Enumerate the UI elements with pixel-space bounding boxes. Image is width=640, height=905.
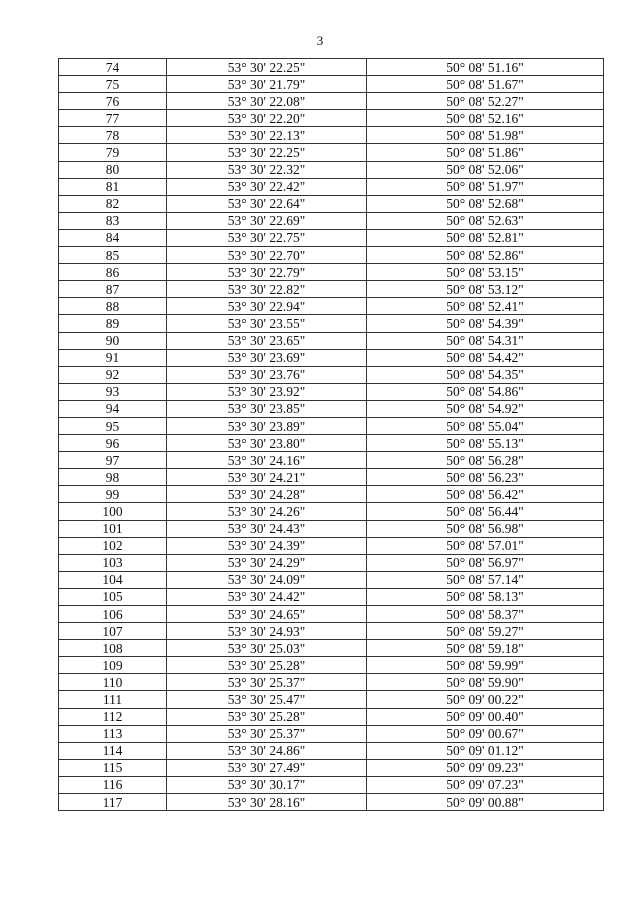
table-row bbox=[59, 606, 604, 623]
point-number-cell: 104 bbox=[59, 571, 167, 588]
latitude-cell: 53° 30' 24.09" bbox=[167, 571, 367, 588]
point-number-cell: 94 bbox=[59, 400, 167, 417]
point-number-cell: 115 bbox=[59, 759, 167, 776]
point-number-cell: 92 bbox=[59, 366, 167, 383]
longitude-cell: 50° 08' 56.23" bbox=[367, 469, 604, 486]
table-row bbox=[59, 366, 604, 383]
point-number-cell: 106 bbox=[59, 606, 167, 623]
point-number-cell: 93 bbox=[59, 383, 167, 400]
longitude-cell: 50° 08' 51.16" bbox=[367, 59, 604, 76]
longitude-cell: 50° 08' 54.42" bbox=[367, 349, 604, 366]
point-number-cell: 81 bbox=[59, 178, 167, 195]
table-row bbox=[59, 657, 604, 674]
latitude-cell: 53° 30' 23.92" bbox=[167, 383, 367, 400]
point-number-cell: 108 bbox=[59, 640, 167, 657]
table-row bbox=[59, 623, 604, 640]
point-number-cell: 75 bbox=[59, 76, 167, 93]
latitude-cell: 53° 30' 22.25" bbox=[167, 144, 367, 161]
table-row bbox=[59, 110, 604, 127]
latitude-cell: 53° 30' 23.76" bbox=[167, 366, 367, 383]
longitude-cell: 50° 08' 57.01" bbox=[367, 537, 604, 554]
latitude-cell: 53° 30' 23.65" bbox=[167, 332, 367, 349]
table-row bbox=[59, 400, 604, 417]
table-row bbox=[59, 776, 604, 793]
point-number-cell: 98 bbox=[59, 469, 167, 486]
page-number: 3 bbox=[316, 33, 324, 48]
latitude-cell: 53° 30' 28.16" bbox=[167, 794, 367, 811]
latitude-cell: 53° 30' 24.65" bbox=[167, 606, 367, 623]
longitude-cell: 50° 08' 54.31" bbox=[367, 332, 604, 349]
longitude-cell: 50° 08' 52.27" bbox=[367, 93, 604, 110]
latitude-cell: 53° 30' 24.93" bbox=[167, 623, 367, 640]
longitude-cell: 50° 08' 51.98" bbox=[367, 127, 604, 144]
longitude-cell: 50° 08' 56.44" bbox=[367, 503, 604, 520]
latitude-cell: 53° 30' 25.47" bbox=[167, 691, 367, 708]
point-number-cell: 76 bbox=[59, 93, 167, 110]
longitude-cell: 50° 09' 00.40" bbox=[367, 708, 604, 725]
longitude-cell: 50° 08' 53.15" bbox=[367, 264, 604, 281]
longitude-cell: 50° 09' 07.23" bbox=[367, 776, 604, 793]
table-row bbox=[59, 554, 604, 571]
point-number-cell: 105 bbox=[59, 588, 167, 605]
table-row bbox=[59, 281, 604, 298]
latitude-cell: 53° 30' 22.42" bbox=[167, 178, 367, 195]
table-row bbox=[59, 229, 604, 246]
latitude-cell: 53° 30' 24.16" bbox=[167, 452, 367, 469]
point-number-cell: 103 bbox=[59, 554, 167, 571]
table-row bbox=[59, 759, 604, 776]
point-number-cell: 99 bbox=[59, 486, 167, 503]
table-row bbox=[59, 794, 604, 811]
latitude-cell: 53° 30' 23.55" bbox=[167, 315, 367, 332]
point-number-cell: 112 bbox=[59, 708, 167, 725]
latitude-cell: 53° 30' 27.49" bbox=[167, 759, 367, 776]
table-row bbox=[59, 349, 604, 366]
latitude-cell: 53° 30' 23.85" bbox=[167, 400, 367, 417]
point-number-cell: 82 bbox=[59, 195, 167, 212]
latitude-cell: 53° 30' 23.89" bbox=[167, 417, 367, 434]
longitude-cell: 50° 08' 52.63" bbox=[367, 212, 604, 229]
latitude-cell: 53° 30' 24.43" bbox=[167, 520, 367, 537]
point-number-cell: 116 bbox=[59, 776, 167, 793]
table-row bbox=[59, 161, 604, 178]
point-number-cell: 88 bbox=[59, 298, 167, 315]
longitude-cell: 50° 08' 57.14" bbox=[367, 571, 604, 588]
point-number-cell: 102 bbox=[59, 537, 167, 554]
longitude-cell: 50° 08' 52.86" bbox=[367, 247, 604, 264]
point-number-cell: 87 bbox=[59, 281, 167, 298]
longitude-cell: 50° 08' 52.16" bbox=[367, 110, 604, 127]
latitude-cell: 53° 30' 22.08" bbox=[167, 93, 367, 110]
longitude-cell: 50° 08' 58.37" bbox=[367, 606, 604, 623]
latitude-cell: 53° 30' 22.32" bbox=[167, 161, 367, 178]
latitude-cell: 53° 30' 22.69" bbox=[167, 212, 367, 229]
latitude-cell: 53° 30' 22.82" bbox=[167, 281, 367, 298]
longitude-cell: 50° 08' 59.27" bbox=[367, 623, 604, 640]
longitude-cell: 50° 08' 52.41" bbox=[367, 298, 604, 315]
longitude-cell: 50° 08' 54.86" bbox=[367, 383, 604, 400]
longitude-cell: 50° 08' 59.99" bbox=[367, 657, 604, 674]
table-row bbox=[59, 708, 604, 725]
latitude-cell: 53° 30' 25.28" bbox=[167, 708, 367, 725]
table-row bbox=[59, 452, 604, 469]
latitude-cell: 53° 30' 25.28" bbox=[167, 657, 367, 674]
point-number-cell: 78 bbox=[59, 127, 167, 144]
latitude-cell: 53° 30' 24.21" bbox=[167, 469, 367, 486]
longitude-cell: 50° 08' 54.35" bbox=[367, 366, 604, 383]
longitude-cell: 50° 08' 51.86" bbox=[367, 144, 604, 161]
point-number-cell: 110 bbox=[59, 674, 167, 691]
point-number-cell: 74 bbox=[59, 59, 167, 76]
latitude-cell: 53° 30' 22.20" bbox=[167, 110, 367, 127]
latitude-cell: 53° 30' 23.80" bbox=[167, 435, 367, 452]
longitude-cell: 50° 08' 56.97" bbox=[367, 554, 604, 571]
coordinates-table bbox=[58, 58, 604, 811]
point-number-cell: 113 bbox=[59, 725, 167, 742]
table-row bbox=[59, 640, 604, 657]
longitude-cell: 50° 08' 51.97" bbox=[367, 178, 604, 195]
table-row bbox=[59, 588, 604, 605]
longitude-cell: 50° 08' 55.13" bbox=[367, 435, 604, 452]
point-number-cell: 89 bbox=[59, 315, 167, 332]
latitude-cell: 53° 30' 22.25" bbox=[167, 59, 367, 76]
point-number-cell: 83 bbox=[59, 212, 167, 229]
longitude-cell: 50° 09' 01.12" bbox=[367, 742, 604, 759]
table-row bbox=[59, 469, 604, 486]
table-row bbox=[59, 59, 604, 76]
longitude-cell: 50° 08' 58.13" bbox=[367, 588, 604, 605]
table-row bbox=[59, 691, 604, 708]
longitude-cell: 50° 08' 56.28" bbox=[367, 452, 604, 469]
longitude-cell: 50° 09' 00.88" bbox=[367, 794, 604, 811]
table-row bbox=[59, 537, 604, 554]
point-number-cell: 101 bbox=[59, 520, 167, 537]
longitude-cell: 50° 08' 55.04" bbox=[367, 417, 604, 434]
table-row bbox=[59, 315, 604, 332]
latitude-cell: 53° 30' 21.79" bbox=[167, 76, 367, 93]
point-number-cell: 117 bbox=[59, 794, 167, 811]
latitude-cell: 53° 30' 23.69" bbox=[167, 349, 367, 366]
table-row bbox=[59, 93, 604, 110]
latitude-cell: 53° 30' 24.26" bbox=[167, 503, 367, 520]
latitude-cell: 53° 30' 25.37" bbox=[167, 725, 367, 742]
point-number-cell: 91 bbox=[59, 349, 167, 366]
table-row bbox=[59, 486, 604, 503]
longitude-cell: 50° 08' 52.81" bbox=[367, 229, 604, 246]
latitude-cell: 53° 30' 24.86" bbox=[167, 742, 367, 759]
point-number-cell: 97 bbox=[59, 452, 167, 469]
table-row bbox=[59, 674, 604, 691]
longitude-cell: 50° 08' 59.90" bbox=[367, 674, 604, 691]
table-row bbox=[59, 264, 604, 281]
table-row bbox=[59, 571, 604, 588]
longitude-cell: 50° 08' 53.12" bbox=[367, 281, 604, 298]
point-number-cell: 85 bbox=[59, 247, 167, 264]
point-number-cell: 114 bbox=[59, 742, 167, 759]
latitude-cell: 53° 30' 25.03" bbox=[167, 640, 367, 657]
table-row bbox=[59, 298, 604, 315]
latitude-cell: 53° 30' 24.39" bbox=[167, 537, 367, 554]
table-row bbox=[59, 503, 604, 520]
table-row bbox=[59, 383, 604, 400]
longitude-cell: 50° 08' 52.06" bbox=[367, 161, 604, 178]
latitude-cell: 53° 30' 25.37" bbox=[167, 674, 367, 691]
latitude-cell: 53° 30' 22.13" bbox=[167, 127, 367, 144]
table-row bbox=[59, 520, 604, 537]
latitude-cell: 53° 30' 22.79" bbox=[167, 264, 367, 281]
table-row bbox=[59, 435, 604, 452]
point-number-cell: 109 bbox=[59, 657, 167, 674]
point-number-cell: 79 bbox=[59, 144, 167, 161]
table-row bbox=[59, 178, 604, 195]
point-number-cell: 111 bbox=[59, 691, 167, 708]
longitude-cell: 50° 08' 54.92" bbox=[367, 400, 604, 417]
point-number-cell: 100 bbox=[59, 503, 167, 520]
table-row bbox=[59, 725, 604, 742]
latitude-cell: 53° 30' 22.70" bbox=[167, 247, 367, 264]
point-number-cell: 107 bbox=[59, 623, 167, 640]
table-row bbox=[59, 742, 604, 759]
table-row bbox=[59, 195, 604, 212]
point-number-cell: 84 bbox=[59, 229, 167, 246]
longitude-cell: 50° 08' 52.68" bbox=[367, 195, 604, 212]
latitude-cell: 53° 30' 22.64" bbox=[167, 195, 367, 212]
table-row bbox=[59, 144, 604, 161]
longitude-cell: 50° 09' 00.22" bbox=[367, 691, 604, 708]
table-row bbox=[59, 417, 604, 434]
latitude-cell: 53° 30' 30.17" bbox=[167, 776, 367, 793]
longitude-cell: 50° 08' 51.67" bbox=[367, 76, 604, 93]
longitude-cell: 50° 08' 59.18" bbox=[367, 640, 604, 657]
table-row bbox=[59, 76, 604, 93]
latitude-cell: 53° 30' 24.42" bbox=[167, 588, 367, 605]
point-number-cell: 80 bbox=[59, 161, 167, 178]
latitude-cell: 53° 30' 24.28" bbox=[167, 486, 367, 503]
latitude-cell: 53° 30' 22.75" bbox=[167, 229, 367, 246]
coordinates-table-body bbox=[59, 59, 604, 811]
point-number-cell: 90 bbox=[59, 332, 167, 349]
point-number-cell: 77 bbox=[59, 110, 167, 127]
table-row bbox=[59, 212, 604, 229]
table-row bbox=[59, 332, 604, 349]
point-number-cell: 96 bbox=[59, 435, 167, 452]
longitude-cell: 50° 08' 56.98" bbox=[367, 520, 604, 537]
longitude-cell: 50° 09' 09.23" bbox=[367, 759, 604, 776]
latitude-cell: 53° 30' 22.94" bbox=[167, 298, 367, 315]
point-number-cell: 95 bbox=[59, 417, 167, 434]
longitude-cell: 50° 09' 00.67" bbox=[367, 725, 604, 742]
longitude-cell: 50° 08' 54.39" bbox=[367, 315, 604, 332]
table-row bbox=[59, 127, 604, 144]
latitude-cell: 53° 30' 24.29" bbox=[167, 554, 367, 571]
point-number-cell: 86 bbox=[59, 264, 167, 281]
longitude-cell: 50° 08' 56.42" bbox=[367, 486, 604, 503]
table-row bbox=[59, 247, 604, 264]
